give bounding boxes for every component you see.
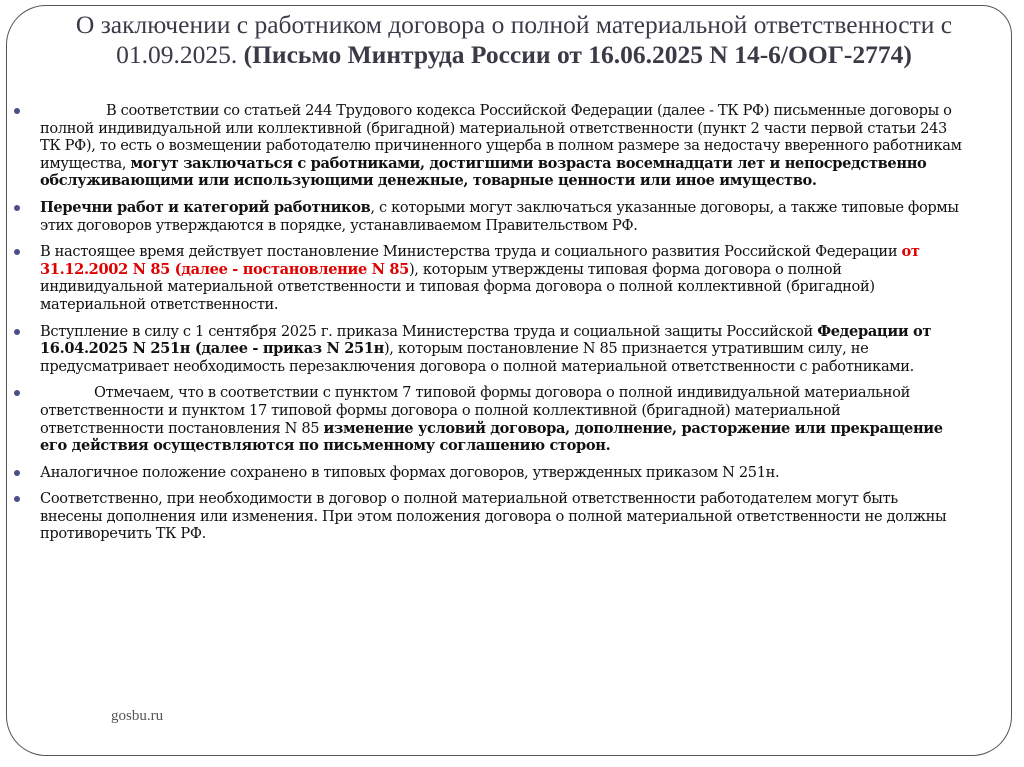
footer-source: gosbu.ru	[111, 708, 164, 724]
list-item	[14, 384, 964, 454]
item-red-highlight: от 31.12.2002 N 85 (далее - постановление N 85	[40, 243, 920, 278]
list-item	[14, 490, 964, 543]
bullet-icon	[14, 390, 20, 396]
item-text: Отмечаем, что в соответствии с пунктом 7 типовой формы договора о полной индивидуальной материальной ответственности и пунктом 17 типовой формы договора о полной коллективной (бригадной) материальной ответственности постановления N 85	[40, 384, 910, 437]
bullet-icon	[14, 249, 20, 255]
item-bold-text: могут заключаться с работниками, достигшими возраста восемнадцати лет и непосредственно обслуживающими или использующими денежные, товарные ценности или иное имущество.	[40, 154, 927, 190]
list-item	[14, 199, 964, 234]
item-text: ), которым утверждены типовая форма договора о полной индивидуальной материальной ответственности и типовая форма договора о полной коллективной (бригадной) материальной ответственности.	[40, 260, 875, 313]
list-item	[14, 243, 964, 313]
item-text: В настоящее время действует постановление Министерства труда и социального развития Российской Федерации	[40, 243, 902, 261]
bullet-icon	[14, 329, 20, 335]
bullet-icon	[14, 205, 20, 211]
title-letter-ref: (Письмо Минтруда России от 16.06.2025 N 14-6/ООГ-2774)	[243, 40, 912, 69]
bullet-list	[14, 102, 964, 552]
bullet-icon	[14, 108, 20, 114]
item-text: , с которыми могут заключаться указанные договоры, а также типовые формы этих договоров утверждаются в порядке, устанавливаемом Правительством РФ.	[40, 198, 959, 234]
slide-title	[14, 10, 1014, 70]
item-text: Соответственно, при необходимости в договор о полной материальной ответственности работодателем могут быть внесены дополнения или изменения. При этом положения договора о полной материальной ответственности не должны противоречить ТК РФ.	[40, 490, 947, 543]
bullet-icon	[14, 470, 20, 476]
item-text: Аналогичное положение сохранено в типовых формах договоров, утвержденных приказом N 251н.	[40, 463, 780, 481]
list-item	[14, 464, 964, 482]
title-line-2	[14, 40, 1014, 70]
list-item	[14, 323, 964, 376]
bullet-icon	[14, 496, 20, 502]
item-bold-text: Федерации от 16.04.2025 N 251н (далее - приказ N 251н	[40, 322, 932, 358]
item-bold-text: изменение условий договора, дополнение, расторжение или прекращение его действия осуществляются по письменному соглашению сторон.	[40, 419, 943, 455]
title-date: 01.09.2025.	[116, 40, 244, 69]
item-text: В соответствии со статьей 244 Трудового кодекса Российской Федерации (далее - ТК РФ) письменные договоры о полной индивидуальной или коллективной (бригадной) материальной ответственности (пункт 2 части первой статьи 243 ТК РФ), то есть о возмещении работодателю причиненного ущерба в полном размере за недостачу вверенного работникам имущества,	[40, 102, 962, 172]
item-bold-text: Перечни работ и категорий работников	[40, 198, 371, 216]
list-item	[14, 102, 964, 190]
item-text: ), которым постановление N 85 признается утратившим силу, не предусматривает необходимость перезаключения договора о полной материальной ответственности с работниками.	[40, 340, 914, 375]
title-line-1: О заключении с работником договора о полной материальной ответственности с	[75, 10, 953, 39]
item-text: Вступление в силу с 1 сентября 2025 г. приказа Министерства труда и социальной защиты Российской	[40, 322, 818, 340]
